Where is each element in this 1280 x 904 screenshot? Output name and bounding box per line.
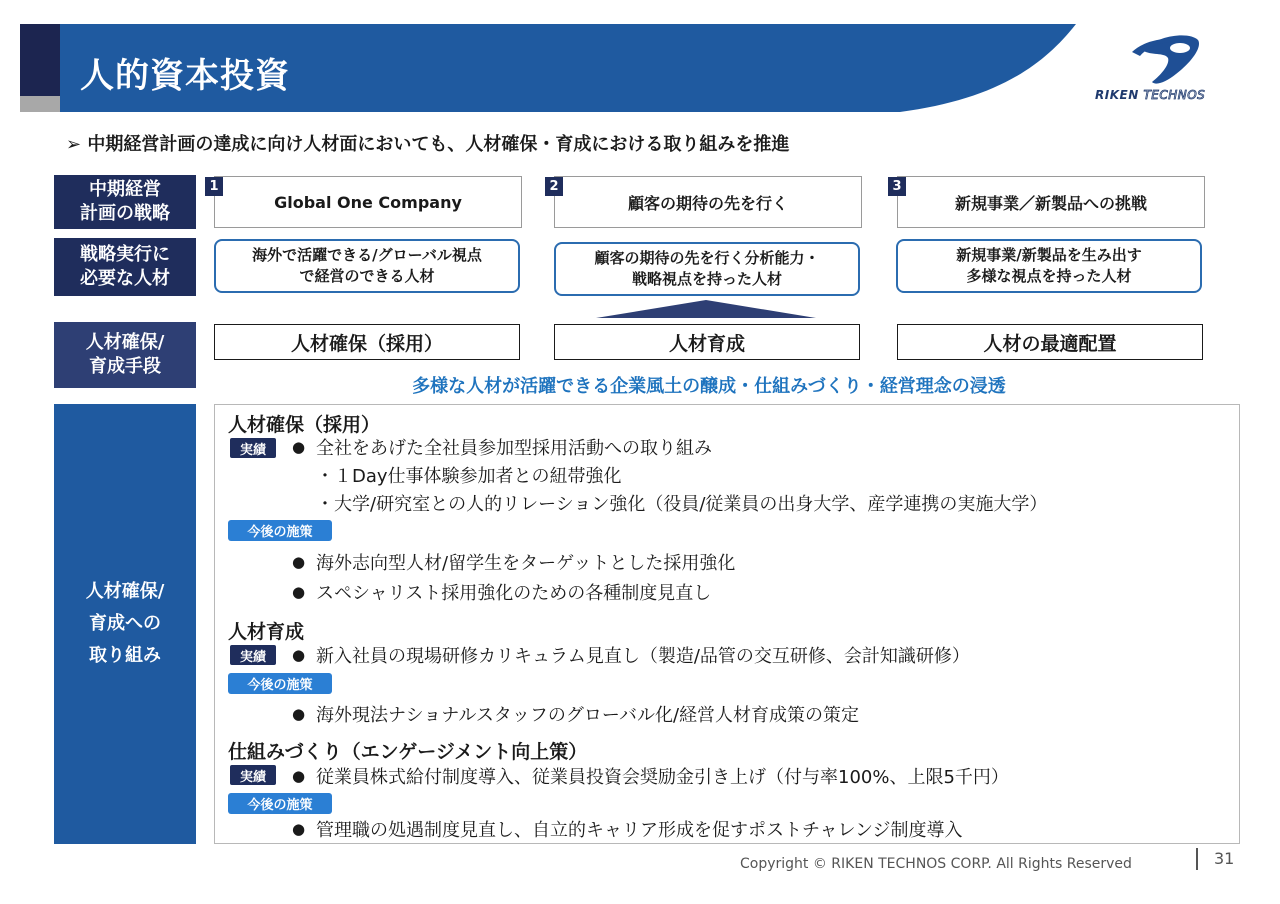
strategy-box-1 — [214, 176, 522, 228]
subtitle: ➢ 中期経営計画の達成に向け人材面においても、人材確保・育成における取り組みを推進 — [66, 134, 790, 155]
strategy-number-badge: 1 — [205, 177, 223, 196]
section-heading-recruit: 人材確保（採用） — [228, 414, 381, 436]
means-box-placement: 人材の最適配置 — [897, 324, 1203, 360]
bullet-icon: ● — [292, 820, 306, 838]
logo-word-thin: TECHNOS — [1143, 88, 1206, 102]
future-measures-tag: 今後の施策 — [228, 673, 332, 694]
strategy-number-badge: 2 — [545, 177, 563, 196]
future-measures-tag: 今後の施策 — [228, 793, 332, 814]
culture-statement: 多様な人材が活躍できる企業風土の醸成・仕組みづくり・経営理念の浸透 — [412, 376, 1006, 397]
results-tag: 実績 — [230, 438, 276, 458]
future-measures-tag: 今後の施策 — [228, 520, 332, 541]
page-title: 人的資本投資 — [80, 56, 290, 96]
strategy-text: 新規事業／新製品への挑戦 — [954, 193, 1147, 213]
section-heading-training: 人材育成 — [228, 621, 305, 643]
page-number: 31 — [1214, 849, 1235, 868]
recruit-future-1: 海外志向型人材/留学生をターゲットとした採用強化 — [316, 553, 736, 574]
strategy-box-2 — [554, 176, 862, 228]
system-future-1: 管理職の処遇制度見直し、自立的キャリア形成を促すポストチャレンジ制度導入 — [316, 820, 963, 841]
bullet-icon: ● — [292, 646, 306, 664]
bullet-icon: ● — [292, 553, 306, 571]
system-result-main: 従業員株式給付制度導入、従業員投資会奨励金引き上げ（付与率100%、上限5千円） — [316, 767, 1009, 788]
means-box-training: 人材育成 — [554, 324, 860, 360]
label-means: 人材確保/ 育成手段 — [54, 322, 196, 388]
results-tag: 実績 — [230, 765, 276, 785]
bullet-icon: ● — [292, 767, 306, 785]
logo-wordmark — [1095, 88, 1205, 102]
bullet-icon: ● — [292, 438, 306, 456]
recruit-future-2: スペシャリスト採用強化のための各種制度見直し — [316, 583, 712, 604]
training-future-1: 海外現法ナショナルスタッフのグローバル化/経営人材育成策の策定 — [316, 705, 860, 726]
bullet-icon: ● — [292, 583, 306, 601]
bullet-icon: ● — [292, 705, 306, 723]
copyright-notice: Copyright © RIKEN TECHNOS CORP. All Rights Reserved — [740, 856, 1132, 872]
page-number-divider — [1196, 848, 1198, 870]
recruit-result-sub1: ・１Day仕事体験参加者との紐帯強化 — [316, 466, 622, 487]
people-box-2: 顧客の期待の先を行く分析能力・ 戦略視点を持った人材 — [554, 242, 860, 296]
logo-word-bold: RIKEN — [1095, 88, 1139, 102]
means-box-recruit: 人材確保（採用） — [214, 324, 520, 360]
people-box-3: 新規事業/新製品を生み出す 多様な視点を持った人材 — [896, 239, 1202, 293]
label-initiatives: 人材確保/ 育成への 取り組み — [54, 404, 196, 844]
section-heading-system: 仕組みづくり（エンゲージメント向上策） — [228, 741, 588, 763]
recruit-result-main: 全社をあげた全社員参加型採用活動への取り組み — [316, 438, 712, 459]
strategy-number-badge: 3 — [888, 177, 906, 196]
label-people: 戦略実行に 必要な人材 — [54, 238, 196, 296]
strategy-text: 顧客の期待の先を行く — [627, 193, 788, 213]
strategy-box-3 — [897, 176, 1205, 228]
people-box-1: 海外で活躍できる/グローバル視点 で経営のできる人材 — [214, 239, 520, 293]
strategy-text: Global One Company — [274, 192, 462, 212]
training-result-main: 新入社員の現場研修カリキュラム見直し（製造/品管の交互研修、会計知識研修） — [316, 646, 970, 667]
recruit-result-sub2: ・大学/研究室との人的リレーション強化（役員/従業員の出身大学、産学連携の実施大学） — [316, 494, 1048, 515]
label-strategy: 中期経営 計画の戦略 — [54, 175, 196, 229]
triangle-pointer-icon — [596, 300, 816, 320]
results-tag: 実績 — [230, 645, 276, 665]
